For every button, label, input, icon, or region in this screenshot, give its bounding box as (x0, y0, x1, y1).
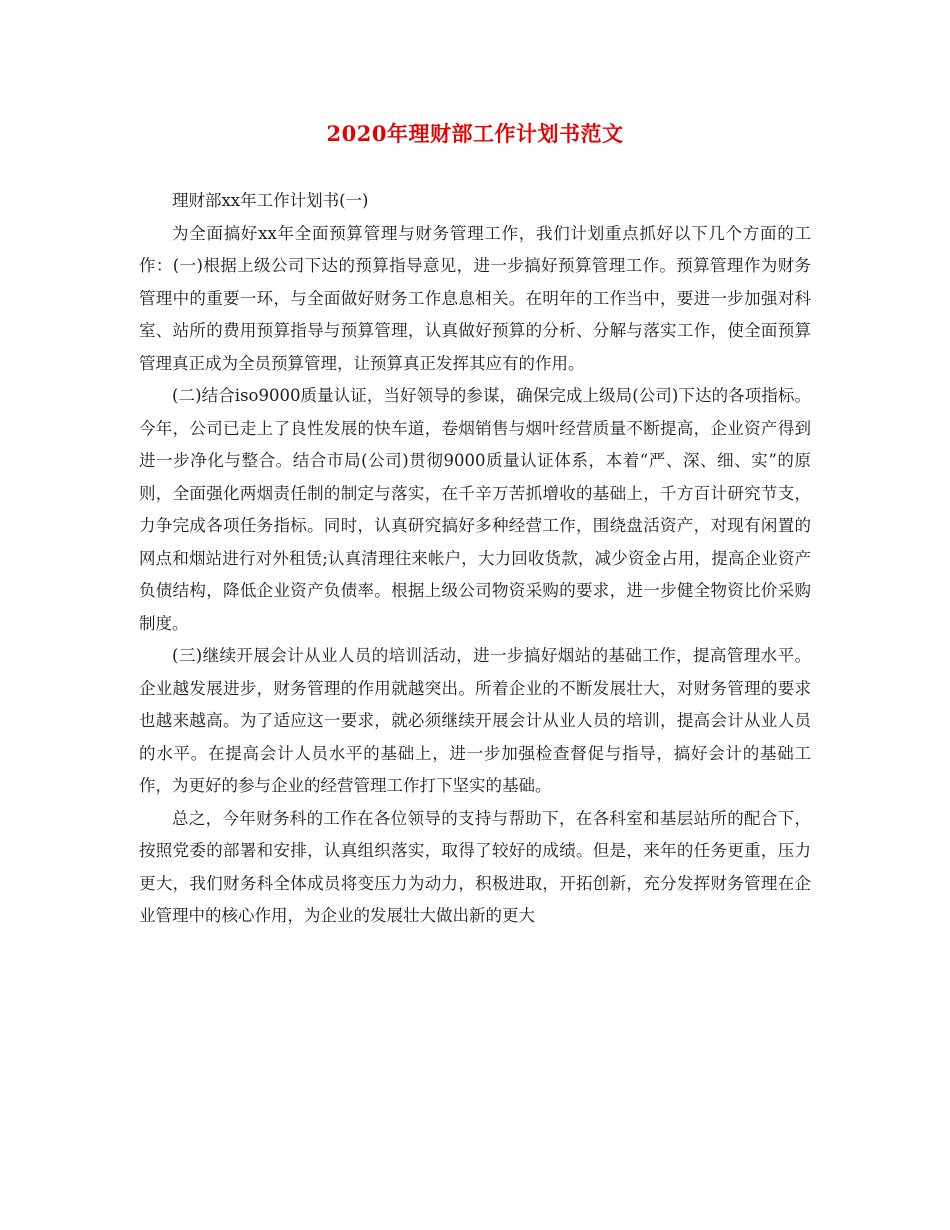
paragraph-4: 总之，今年财务科的工作在各位领导的支持与帮助下，在各科室和基层站所的配合下，按照党委的部署和安排，认真组织落实，取得了较好的成绩。但是，来年的任务更重，压力更大，我们财务科全体成员将变压力为动力，积极进取，开拓创新，充分发挥财务管理在企业管理中的核心作用，为企业的发展壮大做出新的更大 (139, 808, 811, 925)
document-body (139, 185, 811, 933)
paragraph-3: (三)继续开展会计从业人员的培训活动，进一步搞好烟站的基础工作，提高管理水平。企业越发展进步，财务管理的作用就越突出。所着企业的不断发展壮大，对财务管理的要求也越来越高。为了适应这一要求，就必须继续开展会计从业人员的培训，提高会计从业人员的水平。在提高会计人员水平的基础上，进一步加强检查督促与指导，搞好会计的基础工作，为更好的参与企业的经营管理工作打下坚实的基础。 (139, 646, 811, 795)
paragraph-heading: 理财部xx年工作计划书(一) (172, 191, 369, 210)
paragraph-1: 为全面搞好xx年全面预算管理与财务管理工作，我们计划重点抓好以下几个方面的工作：(一)根据上级公司下达的预算指导意见，进一步搞好预算管理工作。预算管理作为财务管理中的重要一环，与全面做好财务工作息息相关。在明年的工作当中，要进一步加强对科室、站所的费用预算指导与预算管理，认真做好预算的分析、分解与落实工作，使全面预算管理真正成为全员预算管理，让预算真正发挥其应有的作用。 (139, 223, 811, 373)
document-title: 2020年理财部工作计划书范文 (326, 121, 624, 146)
paragraph-2: (二)结合iso9000质量认证，当好领导的参谋，确保完成上级局(公司)下达的各项指标。今年，公司已走上了良性发展的快车道，卷烟销售与烟叶经营质量不断提高，企业资产得到进一步净化与整合。结合市局(公司)贯彻9000质量认证体系，本着“严、深、细、实”的原则，全面强化两烟责任制的制定与落实，在千辛万苦抓增收的基础上，千方百计研究节支，力争完成各项任务指标。同时，认真研究搞好多种经营工作，围绕盘活资产，对现有闲置的网点和烟站进行对外租赁;认真清理往来帐户，大力回收货款，减少资金占用，提高企业资产负债结构，降低企业资产负债率。根据上级公司物资采购的要求，进一步健全物资比价采购制度。 (139, 386, 811, 633)
